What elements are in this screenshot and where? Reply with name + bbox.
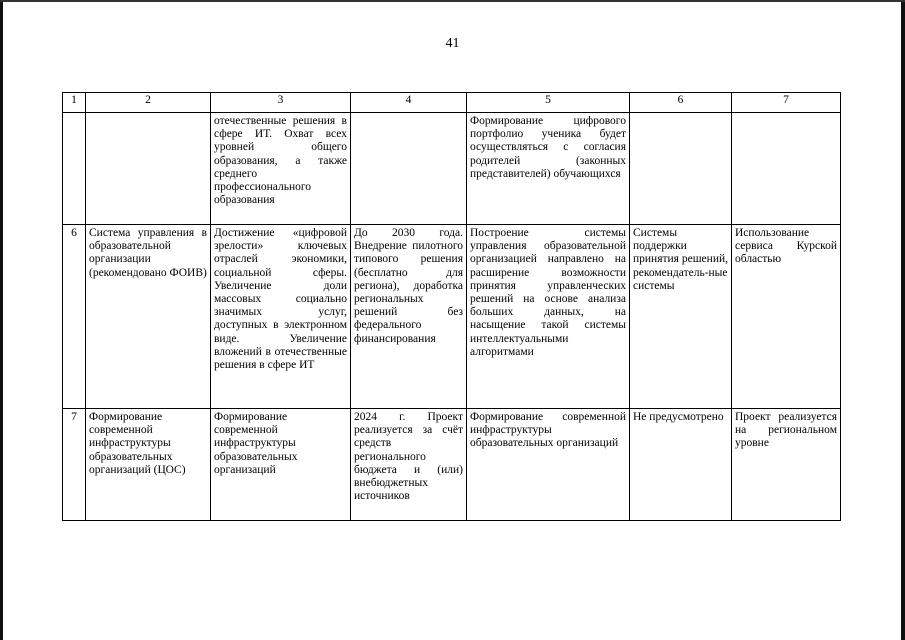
document-table xyxy=(62,92,841,521)
page-edge-right xyxy=(901,0,905,640)
cell-text: отечественные решения в сфере ИТ. Охват всех уровней общего образования, а также среднего профессионального образования xyxy=(214,115,347,207)
column-header: 1 xyxy=(63,93,86,113)
page-edge-left xyxy=(0,0,3,640)
table-header-row xyxy=(63,93,841,113)
cell-text: Использование сервиса Курской областью xyxy=(735,227,837,266)
table-cell xyxy=(630,409,732,521)
cell-text: Построение системы управления образовательной организацией направлено на расширение возможности принятия управленческих решений на основе анализа больших данных, на насыщение такой системы интеллектуальными алгоритмами xyxy=(470,227,626,358)
table-cell xyxy=(211,409,351,521)
table-cell xyxy=(630,225,732,409)
table-cell xyxy=(732,409,841,521)
table-cell xyxy=(351,113,467,225)
column-header: 4 xyxy=(351,93,467,113)
cell-text: Не предусмотрено xyxy=(633,411,724,423)
table-row xyxy=(63,409,841,521)
table-cell xyxy=(351,225,467,409)
cell-text: Формирование современной инфраструктуры образовательных организаций xyxy=(470,411,626,450)
table-cell xyxy=(630,113,732,225)
row-number xyxy=(63,113,86,225)
cell-text: Формирование цифрового портфолио ученика будет осуществляться с согласия родителей (законных представителей) обучающихся xyxy=(470,115,626,180)
column-header: 5 xyxy=(467,93,630,113)
table-row xyxy=(63,225,841,409)
cell-text: До 2030 года. Внедрение пилотного типового решения (бесплатно для региона), доработка региональных решений без федерального финансирования xyxy=(354,227,463,345)
table-cell xyxy=(467,409,630,521)
table-cell xyxy=(467,225,630,409)
row-number: 6 xyxy=(63,225,86,409)
column-header: 7 xyxy=(732,93,841,113)
cell-text: 2024 г. Проект реализуется за счёт средств регионального бюджета и (или) внебюджетных источников xyxy=(354,411,463,503)
cell-text: Формирование современной инфраструктуры образовательных организаций xyxy=(214,411,298,476)
cell-text: Проект реализуется на региональном уровне xyxy=(735,411,837,450)
table-cell xyxy=(732,113,841,225)
table-cell xyxy=(86,113,211,225)
table-cell xyxy=(86,409,211,521)
cell-text: Формирование современной инфраструктуры образовательных организаций (ЦОС) xyxy=(89,411,186,476)
column-header: 2 xyxy=(86,93,211,113)
cell-text: Система управления в образовательной организации (рекомендовано ФОИВ) xyxy=(89,227,207,279)
column-header: 3 xyxy=(211,93,351,113)
cell-text: Достижение «цифровой зрелости» ключевых отраслей экономики, социальной сферы. Увеличение доли массовых социально значимых услуг, доступных в электронном виде. Увеличение вложений в отечественные решения в сфере ИТ xyxy=(214,227,347,372)
page-edge-top xyxy=(0,0,905,2)
table-cell xyxy=(211,113,351,225)
column-header: 6 xyxy=(630,93,732,113)
table-cell xyxy=(86,225,211,409)
row-number: 7 xyxy=(63,409,86,521)
table-cell xyxy=(351,409,467,521)
page-number: 41 xyxy=(445,36,460,51)
table-cell xyxy=(211,225,351,409)
table-cell xyxy=(732,225,841,409)
table-cell xyxy=(467,113,630,225)
cell-text: Системы поддержки принятия решений, рекомендатель-ные системы xyxy=(633,227,728,292)
table-row xyxy=(63,113,841,225)
